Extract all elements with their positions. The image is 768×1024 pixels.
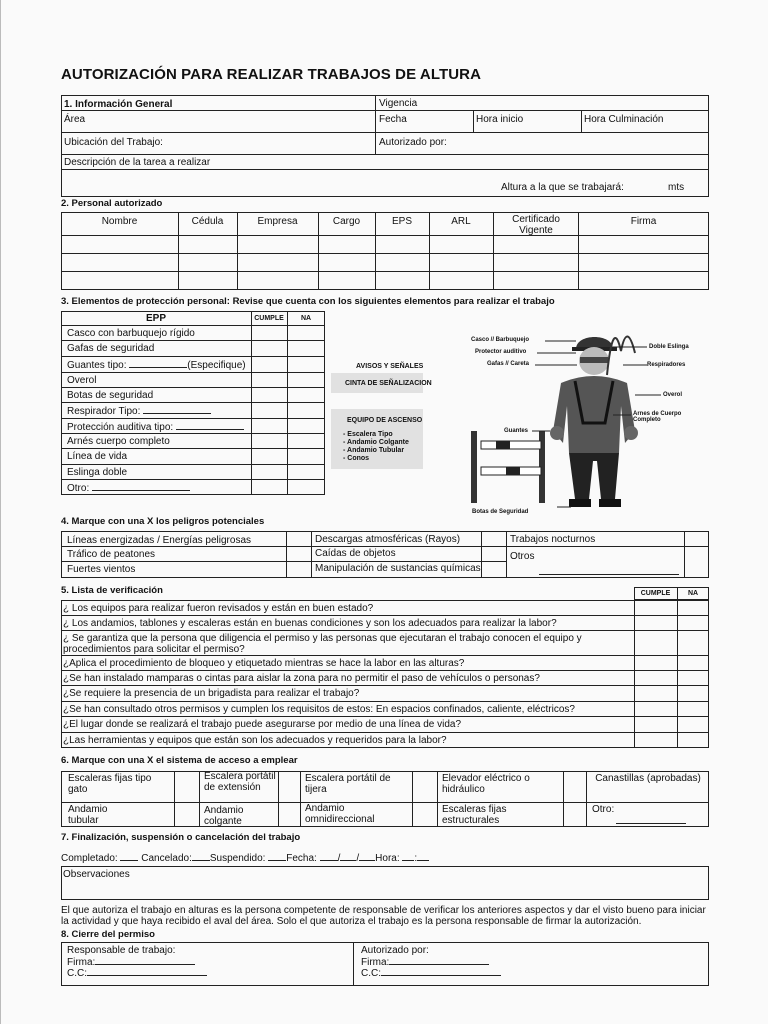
checklist-item: ¿Aplica el procedimiento de bloqueo y etiquetado mientras se hace la labor en las alturas? (63, 658, 465, 669)
checklist-item: ¿El lugar donde se realizará el trabajo puede asegurarse por medio de una línea de vida? (63, 719, 462, 730)
area-label: Área (64, 114, 86, 125)
hazard-item: Otros (510, 551, 535, 562)
hora-7-label: Hora: (375, 853, 400, 864)
disclaimer-text: El que autoriza el trabajo en alturas es la persona competente de responsable de verificar los anteriores aspectos y dar el visto bueno para iniciar la actividad y que haya recibido el aval del área. Solo el que autoriza el trabajo es la persona responsable de firmar la autorización. (61, 905, 706, 927)
descripcion-label: Descripción de la tarea a realizar (64, 157, 211, 168)
section-2-heading: 2. Personal autorizado (61, 198, 163, 209)
equipo-item: - Andamio Tubular (343, 447, 405, 454)
access-option: Elevador eléctrico o hidráulico (442, 773, 530, 795)
access-option: Andamio tubular (68, 804, 108, 826)
autorizado-label: Autorizado por: (361, 945, 429, 956)
access-option: Andamio omnidireccional (305, 803, 375, 825)
checklist-cumple-header: CUMPLE (640, 590, 671, 597)
epp-item: Línea de vida (67, 451, 128, 462)
checklist-item: ¿ Los andamios, tablones y escaleras están en buenas condiciones y son los adecuados para realizar la labor? (63, 618, 557, 629)
col-eps: EPS (391, 216, 412, 227)
botas-label: Botas de Seguridad (472, 509, 529, 515)
section-7-heading: 7. Finalización, suspensión o cancelación del trabajo (61, 832, 301, 843)
cc-autorizado: C.C: (361, 967, 501, 979)
epp-item: Protección auditiva tipo: (67, 421, 244, 433)
hazard-item: Fuertes vientos (67, 564, 136, 575)
section-4-heading: 4. Marque con una X los peligros potenciales (61, 516, 265, 527)
checklist-item: ¿Se requiere la presencia de un brigadista para realizar el trabajo? (63, 688, 360, 699)
ppe-illustration (331, 311, 709, 521)
col-nombre: Nombre (101, 216, 138, 227)
access-option: Canastillas (aprobadas) (595, 773, 701, 784)
section-5-heading: 5. Lista de verificación (61, 585, 163, 596)
checklist-item: ¿Se han instalado mamparas o cintas para aislar la zona para no permitir el paso de vehículos o personas? (63, 673, 540, 684)
suspendido-label: Suspendido: (209, 853, 266, 864)
vigencia-label: Vigencia (379, 98, 418, 109)
hora-inicio-label: Hora inicio (476, 114, 524, 125)
responsable-label: Responsable de trabajo: (67, 945, 176, 956)
casco-label: Casco // Barbuquejo (471, 337, 530, 343)
avisos-label: AVISOS Y SEÑALES (356, 363, 424, 370)
access-option: Escaleras fijas tipo gato (68, 773, 152, 795)
epp-item: Gafas de seguridad (67, 343, 155, 354)
form-title: AUTORIZACIÓN PARA REALIZAR TRABAJOS DE ALTURA (61, 66, 482, 83)
altura-label: Altura a la que se trabajará: (501, 182, 624, 193)
hazard-item: Tráfico de peatones (67, 549, 156, 560)
section-6-heading: 6. Marque con una X el sistema de acceso a emplear (61, 755, 298, 766)
epp-cumple-header: CUMPLE (254, 315, 284, 322)
hazard-item: Caídas de objetos (315, 548, 396, 559)
access-option: Otro: (592, 804, 615, 815)
epp-item: Otro: (67, 482, 190, 494)
checklist-item: ¿Las herramientas y equipos que están son los adecuados y requeridos para la labor? (63, 735, 447, 746)
col-cargo: Cargo (332, 216, 361, 227)
equipo-item: - Conos (343, 455, 370, 462)
respiradores-label: Respiradores (647, 362, 686, 368)
completado-label: Completado: (61, 853, 118, 864)
cc-responsable: C.C: (67, 967, 207, 979)
hazard-item: Descargas atmosféricas (Rayos) (315, 534, 461, 545)
section-1-heading: 1. Información General (64, 99, 173, 110)
arnes-label: Arnes de Cuerpo Completo (633, 411, 682, 423)
epp-na-header: NA (300, 315, 312, 322)
overol-label: Overol (663, 392, 683, 398)
col-empresa: Empresa (257, 216, 298, 227)
equipo-ascenso-label: EQUIPO DE ASCENSO (347, 417, 423, 424)
checklist-item: ¿Se han consultado otros permisos y cumplen los requisitos de estos: En espacios confinados, caliente, eléctricos? (63, 704, 575, 715)
epp-header: EPP (145, 313, 166, 324)
mts-label: mts (668, 182, 685, 193)
protector-label: Protector auditivo (475, 349, 527, 355)
observaciones-label: Observaciones (63, 869, 130, 880)
epp-item: Eslinga doble (67, 467, 128, 478)
col-cedula: Cédula (191, 216, 224, 227)
col-firma: Firma (630, 216, 657, 227)
gafas-label: Gafas // Careta (487, 361, 530, 367)
cancelado-label: Cancelado: (141, 853, 192, 864)
firma-autorizado: Firma: (361, 956, 489, 968)
firma-responsable: Firma: (67, 956, 195, 968)
equipo-item: - Andamio Colgante (343, 439, 409, 446)
hazard-item: Líneas energizadas / Energías peligrosas (67, 535, 252, 546)
autorizado-por-label: Autorizado por: (379, 137, 447, 148)
epp-item: Arnés cuerpo completo (67, 436, 170, 447)
epp-item: Respirador Tipo: (67, 405, 211, 417)
checklist-na-header: NA (687, 590, 699, 597)
epp-item: Guantes tipo: (Especifique) (67, 360, 246, 371)
section-3-heading: 3. Elementos de protección personal: Revise que cuenta con los siguientes elementos para realizar el trabajo (61, 296, 555, 307)
fecha-label: Fecha (379, 114, 407, 125)
checklist-item: ¿ Los equipos para realizar fueron revisados y están en buen estado? (63, 603, 374, 614)
fecha-7-label: Fecha: (286, 853, 317, 864)
section-8-heading: 8. Cierre del permiso (61, 929, 155, 940)
hazard-item: Manipulación de sustancias químicas (315, 563, 481, 574)
hora-culminacion-label: Hora Culminación (584, 114, 664, 125)
cinta-label: CINTA DE SEÑALIZACION (345, 380, 432, 387)
access-option: Andamio colgante (204, 805, 244, 827)
observaciones-box[interactable] (61, 866, 709, 900)
eslinga-label: Doble Eslinga (649, 344, 689, 350)
ubicacion-label: Ubicación del Trabajo: (64, 137, 163, 148)
access-option: Escalera portátil de extensión (204, 771, 276, 793)
access-option: Escaleras fijas estructurales (442, 804, 507, 826)
epp-item: Botas de seguridad (67, 390, 154, 401)
especifique-label: (Especifique) (187, 360, 246, 371)
epp-item: Casco con barbuquejo rígido (67, 328, 195, 339)
hazard-item: Trabajos nocturnos (510, 534, 596, 545)
completion-line: Completado: Cancelado: Suspendido: Fecha: / / Hora: : (61, 852, 429, 864)
access-option: Escalera portátil de tijera (305, 773, 391, 795)
guantes-label: Guantes (504, 428, 529, 434)
checklist-item: ¿ Se garantiza que la persona que diligencia el permiso y las personas que ejecutaran el trabajo conocen el equipo y procedimientos para solicitar el permiso? (63, 633, 582, 655)
epp-item: Overol (67, 375, 97, 386)
col-arl: ARL (451, 216, 471, 227)
col-certificado: Certificado Vigente (512, 214, 560, 236)
equipo-item: - Escalera Tipo (343, 431, 393, 438)
